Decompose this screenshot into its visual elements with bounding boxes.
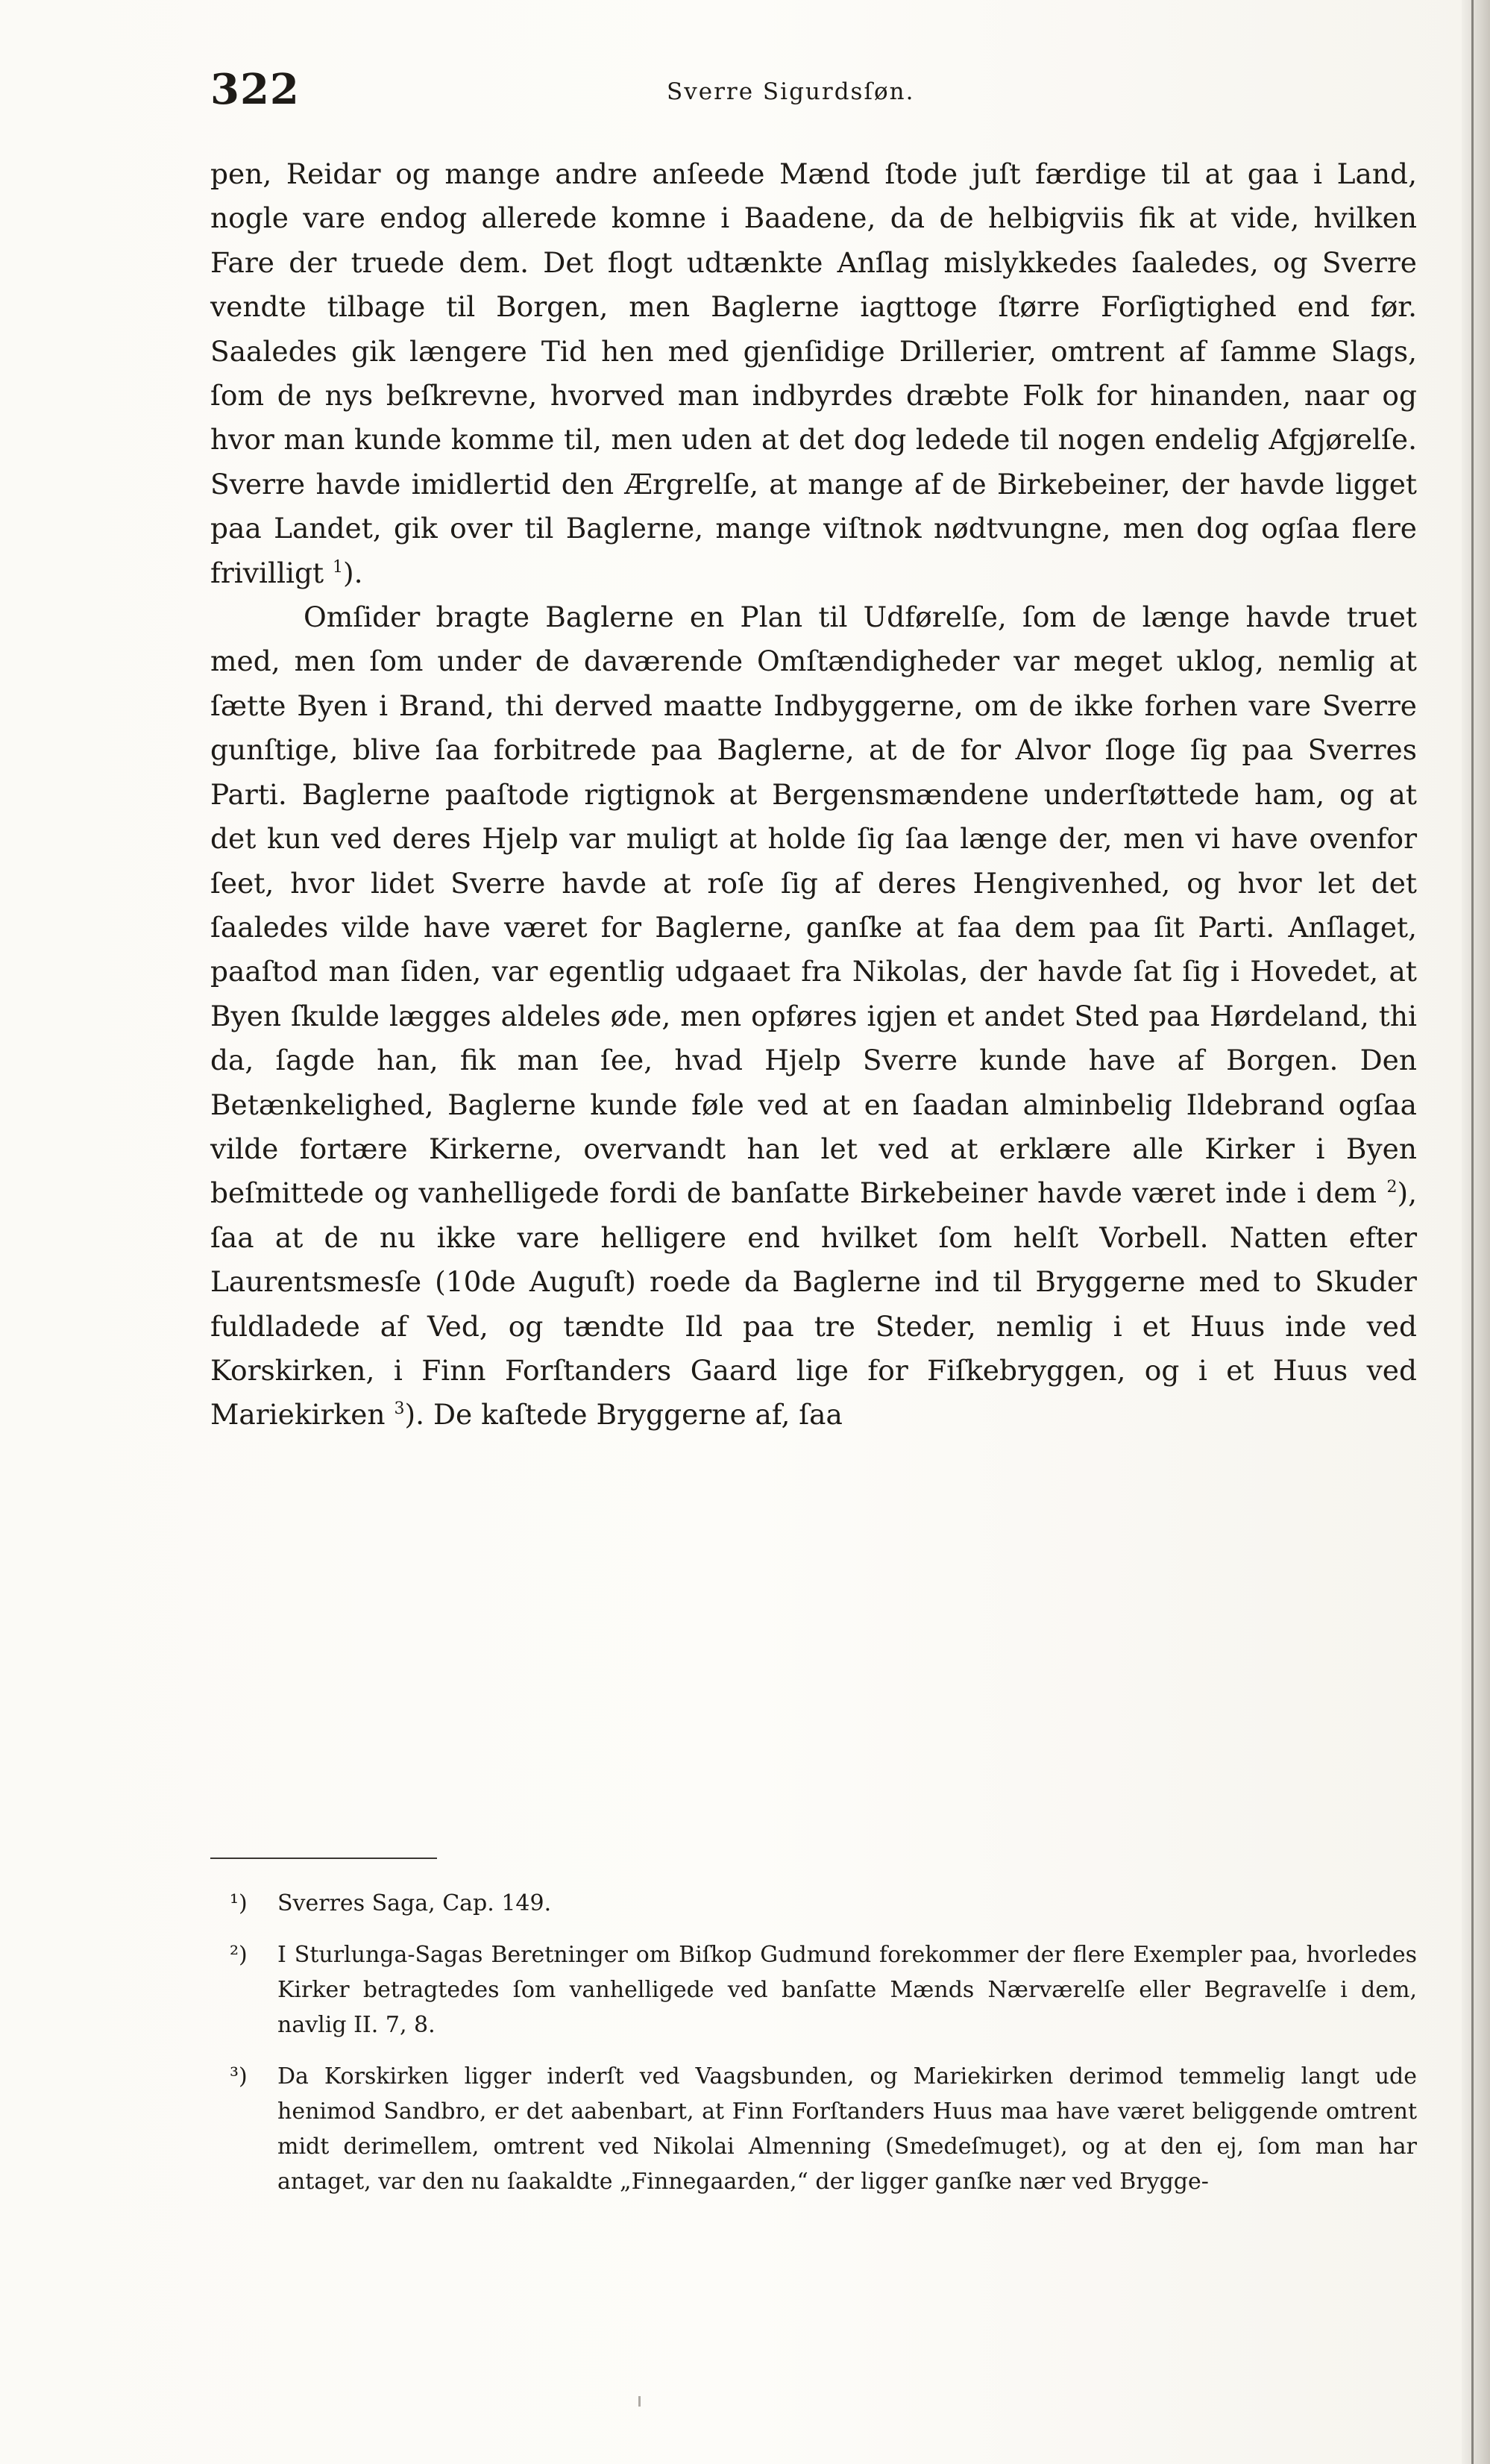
footnote-3	[230, 2059, 1417, 2199]
footnote-1-text: Sverres Saga, Cap. 149.	[277, 1890, 552, 1916]
footnote-2-text: I Sturlunga-Sagas Beretninger om Biſkop Gudmund forekommer der flere Exempler paa, hvorledes Kirker betragtedes ſom vanhelligede ved banſatte Mænds Nærværelſe eller Begravelſe i dem, navlig II. 7, 8.	[277, 1942, 1417, 2038]
paragraph-1	[210, 152, 1417, 595]
paper-speck	[638, 2396, 641, 2407]
footnote-ref-2: 2	[1386, 1178, 1398, 1197]
footnote-2-mark: ²)	[230, 1942, 248, 1968]
paragraph-2-text-a: Omſider bragte Baglerne en Plan til Udførelſe, ſom de længe havde truet med, men ſom under de daværende Omſtændigheder var meget uklog, nemlig at ſætte Byen i Brand, thi derved maatte Indbyggerne, om de ikke forhen vare Sverre gunſtige, blive ſaa forbitrede paa Baglerne, at de for Alvor ſloge ſig paa Sverres Parti. Baglerne paaſtode rigtignok at Bergensmændene underſtøttede ham, og at det kun ved deres Hjelp var muligt at holde ſig ſaa længe der, men vi have ovenfor ſeet, hvor lidet Sverre havde at roſe ſig af deres Hengivenhed, og hvor let det ſaaledes vilde have været for Baglerne, ganſke at faa dem paa ſit Parti. Anſlaget, paaſtod man ſiden, var egentlig udgaaet fra Nikolas, der havde ſat ſig i Hovedet, at Byen ſkulde lægges aldeles øde, men opføres igjen et andet Sted paa Hørdeland, thi da, ſagde han, fik man ſee, hvad Hjelp Sverre kunde have af Borgen. Den Betænkelighed, Baglerne kunde føle ved at en ſaadan alminbelig Ildebrand ogſaa vilde fortære Kirkerne, overvandt han let ved at erklære alle Kirker i Byen beſmittede og vanhelligede fordi de banſatte Birkebeiner havde været inde i dem	[210, 601, 1417, 1210]
paragraph-2-text-c: ). De kaſtede Bryggerne af, ſaa	[404, 1398, 843, 1432]
page-header	[210, 52, 1433, 127]
footnote-1-mark: ¹)	[230, 1890, 248, 1916]
footnotes	[230, 1886, 1417, 2216]
footnote-2	[230, 1937, 1417, 2043]
page-number: 322	[210, 65, 300, 114]
footnote-1	[230, 1886, 1417, 1921]
binding-edge	[1462, 0, 1490, 2464]
footnote-3-mark: ³)	[230, 2063, 248, 2090]
paragraph-2	[210, 595, 1417, 1438]
body-text	[210, 152, 1417, 1438]
binding-shadow-line	[1471, 0, 1474, 2464]
running-head: Sverre Sigurdsſøn.	[667, 78, 915, 105]
paragraph-1-text: pen, Reidar og mange andre anſeede Mænd ſtode juſt færdige til at gaa i Land, nogle vare endog allerede komne i Baadene, da de helbigviis fik at vide, hvilken Fare der truede dem. Det flogt udtænkte Anſlag mislykkedes ſaaledes, og Sverre vendte tilbage til Borgen, men Baglerne iagttoge ſtørre Forſigtighed end før. Saaledes gik længere Tid hen med gjenſidige Drillerier, omtrent af ſamme Slags, ſom de nys beſkrevne, hvorved man indbyrdes dræbte Folk for hinanden, naar og hvor man kunde komme til, men uden at det dog ledede til nogen endelig Afgjørelſe. Sverre havde imidlertid den Ærgrelſe, at mange af de Birkebeiner, der havde ligget paa Landet, gik over til Baglerne, mange viſtnok nødtvungne, men dog ogſaa flere frivilligt	[210, 157, 1417, 589]
footnote-rule	[210, 1858, 437, 1859]
footnote-3-text: Da Korskirken ligger inderſt ved Vaagsbunden, og Mariekirken derimod temmelig langt ude henimod Sandbro, er det aabenbart, at Finn Forſtanders Huus maa have været beliggende omtrent midt derimellem, omtrent ved Nikolai Almenning (Smedeſmuget), og at den ej, ſom man har antaget, var den nu ſaakaldte „Finnegaarden,“ der ligger ganſke nær ved Brygge-	[277, 2063, 1417, 2195]
paragraph-2-text-b: ), ſaa at de nu ikke vare helligere end hvilket ſom helſt Vorbell. Natten efter Laurentsmesſe (10de Auguſt) roede da Baglerne ind til Bryggerne med to Skuder fuldladede af Ved, og tændte Ild paa tre Steder, nemlig i et Huus inde ved Korskirken, i Finn Forſtanders Gaard lige for Fiſkebryggen, og i et Huus ved Mariekirken	[210, 1176, 1418, 1432]
footnote-ref-1: 1	[332, 557, 343, 577]
paragraph-1-end: ).	[342, 556, 363, 589]
footnote-ref-3: 3	[394, 1399, 405, 1419]
